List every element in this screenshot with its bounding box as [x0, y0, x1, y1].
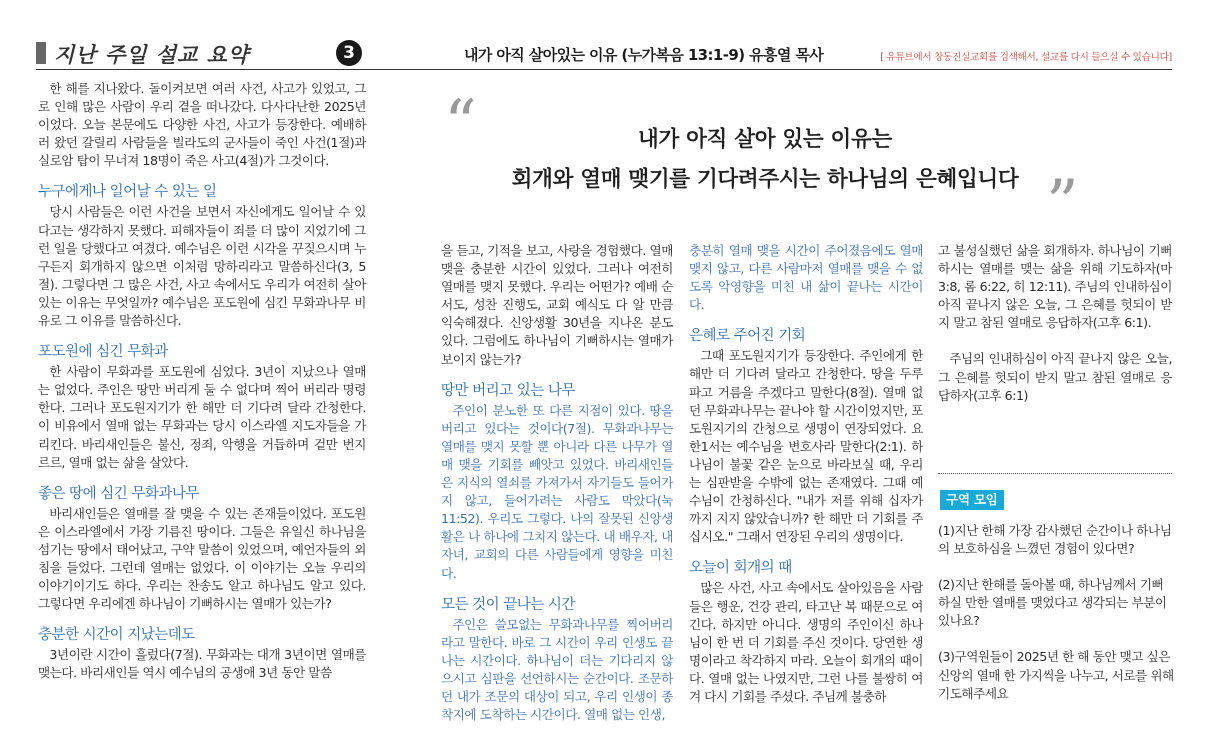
heading-wasting-land: 땅만 버리고 있는 나무	[441, 382, 575, 399]
close-quote-mark: ”	[1046, 167, 1079, 241]
group-questions	[938, 522, 1174, 721]
quote-line-2: 회개와 열매 맺기를 기다려주시는 하나님의 은혜입니다	[511, 167, 1019, 192]
pull-quote	[440, 87, 1180, 241]
paragraph-grace-chance: 그때 포도원지기가 등장한다. 주인에게 한 해만 더 기다려 달라고 간청한다. 땅을 두루 파고 거름을 주겠다고 말한다(8절). 열매 없던 무화과나무는 끝나야 할 시간이었지만, 포도원지기의 간청으로 생명이 연장되었다. 요한1서는 예수님을 변호사라 말한다(2:1). 하나님이 불꽃 같은 눈으로 바라보실 때, 우리는 심판받을 수밖에 없는 존재였다. 그때 예수님이 간청하신다. "내가 저를 위해 십자가까지 지지 않았습니까? 한 해만 더 기회를 주십시오." 그래서 연장된 우리의 생명이다.	[689, 348, 923, 545]
paragraph-vineyard-fig: 한 사람이 무화과를 포도원에 심었다. 3년이 지났으나 열매는 없었다. 주인은 땅만 버리게 둘 수 없다며 찍어 버리라 명령한다. 그러나 포도원지기가 한 해만 더 기다려 달라 간청한다. 이 비유에서 열매 없는 무화과는 당시 이스라엘 지도자들을 가리킨다. 바리새인들은 불신, 정죄, 악행을 거듭하며 겉만 번지르르, 열매 없는 삶을 살았다.	[38, 364, 366, 470]
column-3	[689, 242, 923, 706]
paragraph-enough-time: 3년이란 시간이 흘렀다(7절). 무화과는 대개 3년이면 열매를 맺는다. 바리새인들 역시 예수님의 공생애 3년 동안 말씀	[38, 647, 366, 681]
intro-paragraph: 한 해를 지나왔다. 돌이켜보면 여러 사건, 사고가 있었고, 그로 인해 많은 사람이 우리 곁을 떠나갔다. 다사다난한 2025년이었다. 오늘 본문에도 다양한 사건, 사고가 등장한다. 예배하러 왔던 갈릴리 사람들을 빌라도의 군사들이 죽인 사건(1절)과 실로암 탑이 무너져 18명이 죽은 사고(4절)가 그것이다.	[38, 81, 366, 169]
heading-repent-today: 오늘이 회개의 때	[689, 560, 792, 577]
paragraph-end-time: 주인은 쓸모없는 무화과나무를 찍어버리라고 말한다. 바로 그 시간이 우리 인생도 끝나는 시간이다. 하나님이 더는 기다리지 않으시고 심판을 선언하시는 순간이다. 조문하던 내가 조문의 대상이 되고, 우리 인생이 종착지에 도착하는 시간이다. 열매 없는 인생,	[441, 616, 673, 723]
paragraph-good-soil: 바리새인들은 열매를 잘 맺을 수 있는 존재들이었다. 포도원은 이스라엘에서 가장 기름진 땅이다. 그들은 유일신 하나님을 섬기는 땅에서 태어났고, 구약 말씀이 있었으며, 예언자들의 외침을 들었다. 그런데 열매는 없었다. 이 이야기는 오늘 우리의 이야기이기도 하다. 우리는 찬송도 알고 하나님도 알고 있다. 그렇다면 우리에겐 하나님이 기뻐하시는 열매가 있는가?	[38, 505, 366, 612]
heading-grace-chance: 은혜로 주어진 기회	[689, 328, 806, 345]
sermon-title: 내가 아직 살아있는 이유 (누가복음 13:1-9) 유흥열 목사	[464, 46, 824, 64]
heading-vineyard-fig: 포도원에 심긴 무화과	[38, 344, 168, 361]
page-number-badge: 3	[336, 40, 362, 66]
group-meeting-badge: 구역 모임	[940, 490, 1004, 510]
paragraph-wasting-land: 주인이 분노한 또 다른 지점이 있다. 땅을 버리고 있다는 것이다(7절). 무화과나무는 열매를 맺지 못할 뿐 아니라 다른 나무가 열매 맺을 기회를 빼앗고 있었다. 바리새인들은 지식의 열쇠를 가져가서 자기들도 들어가지 않고, 들어가려는 사람도 막았다(눅 11:52). 우리도 그렇다. 나의 잘못된 신앙생활은 나 하나에 그치지 않는다. 내 배우자, 내 자녀, 교회의 다른 사람들에게 영향을 미친다.	[441, 402, 673, 581]
paragraph-continued: 을 듣고, 기적을 보고, 사랑을 경험했다. 열매 맺을 충분한 시간이 있었다. 그러나 여전히 열매를 맺지 못했다. 우리는 어떤가? 예배 순서도, 성찬 진행도, 교회 예식도 다 알 만큼 익숙해졌다. 신앙생활 30년을 지나온 분도 있다. 그럼에도 하나님이 기뻐하시는 열매가 보이지 않는가?	[441, 243, 673, 367]
section-title: 지난 주일 설교 요약	[54, 42, 250, 67]
heading-anyone: 누구에게나 일어날 수 있는 일	[38, 184, 217, 201]
youtube-note: [ 유튜브에서 창동진실교회를 검색해서, 설교를 다시 들으실 수 있습니다]	[880, 52, 1172, 63]
question-3: (3)구역원들이 2025년 한 해 동안 맺고 싶은 신앙의 열매 한 가지씩을 나누고, 서로를 위해 기도해주세요	[938, 649, 1174, 701]
question-2: (2)지난 한해를 돌아볼 때, 하나님께서 기뻐하실 만한 열매를 맺었다고 생각되는 부분이 있나요?	[938, 577, 1167, 629]
heading-end-time: 모든 것이 끝나는 시간	[441, 596, 575, 613]
quote-line-1: 내가 아직 살아 있는 이유는	[638, 127, 892, 152]
question-1: (1)지난 한해 가장 감사했던 순간이나 하나님의 보호하심을 느꼈던 경험이 있다면?	[938, 523, 1172, 557]
page-header	[36, 36, 1172, 70]
closing-paragraph: 주님의 인내하심이 아직 끝나지 않은 오늘, 그 은혜를 헛되이 받지 말고 참된 열매로 응답하자(고후 6:1)	[938, 351, 1172, 403]
column-4	[938, 242, 1172, 405]
paragraph-anyone: 당시 사람들은 이런 사건을 보면서 자신에게도 일어날 수 있다고는 생각하지 못했다. 피해자들이 죄를 더 많이 지었기에 그런 일을 당했다고 여겼다. 예수님은 이런 시각을 꾸짖으시며 누구든지 회개하지 않으면 이처럼 망하리라고 말씀하신다(3, 5절). 그렇다면 그 많은 사건, 사고 속에서도 우리가 여전히 살아있는 이유는 무엇일까? 예수님은 포도원에 심긴 무화과나무 비유로 그 이유를 말씀하신다.	[38, 204, 366, 329]
paragraph-repent-today: 많은 사건, 사고 속에서도 살아있음을 사람들은 행운, 건강 관리, 타고난 복 때문으로 여긴다. 하지만 아니다. 생명의 주인이신 하나님이 한 번 더 기회를 주신 것이다. 당연한 생명이라고 착각하지 마라. 오늘이 회개의 때이다. 열매 없는 나였지만, 그런 나를 불쌍히 여겨 다시 기회를 주셨다. 주님께 불충하	[689, 580, 923, 704]
open-quote-mark: “	[444, 87, 477, 161]
paragraph-continued-2: 충분히 열매 맺을 시간이 주어졌음에도 열매 맺지 않고, 다른 사람마저 열매를 맺을 수 없도록 악영향을 미친 내 삶이 끝나는 시간이다.	[689, 243, 923, 313]
dotted-divider	[938, 473, 1172, 474]
header-marker-bar	[36, 42, 46, 64]
heading-good-soil: 좋은 땅에 심긴 무화과나무	[38, 485, 199, 502]
heading-enough-time: 충분한 시간이 지났는데도	[38, 627, 195, 644]
column-1	[38, 80, 366, 682]
column-2	[441, 242, 673, 724]
paragraph-continued-3: 고 불성실했던 삶을 회개하자. 하나님이 기뻐하시는 열매를 맺는 삶을 위해 기도하자(마 3:8, 롬 6:22, 히 12:11). 주님의 인내하심이 아직 끝나지 않은 오늘, 그 은혜를 헛되이 받지 말고 참된 열매로 응답하자(고후 6:1).	[938, 243, 1172, 331]
